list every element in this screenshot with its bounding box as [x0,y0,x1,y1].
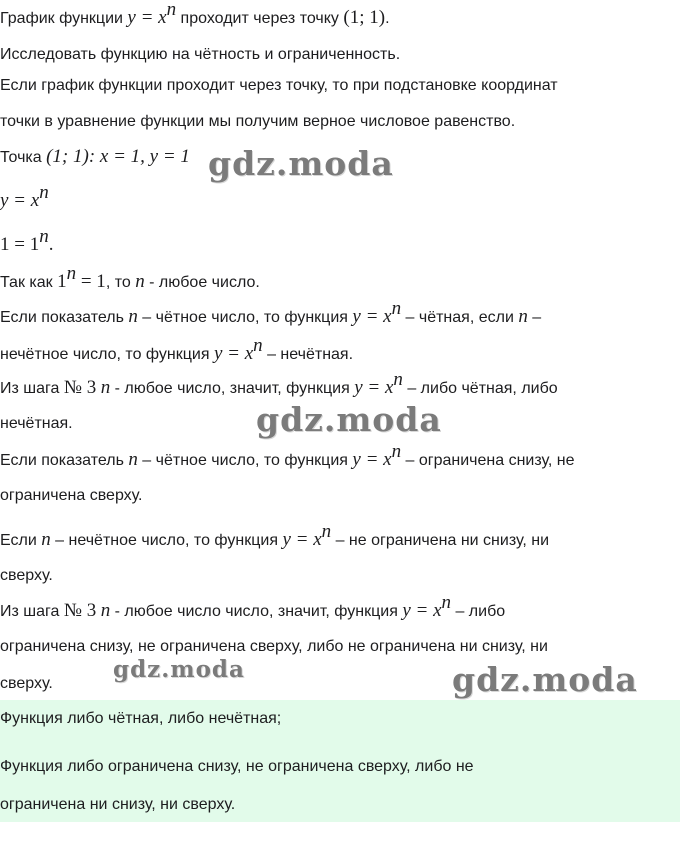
math-exponent: n [391,297,402,319]
text-line [0,334,354,366]
text-fragment: нечётное число, то функция [0,346,214,363]
text-line [0,297,542,329]
answer-line: Функция либо чётная, либо нечётная; [0,710,282,727]
math-exponent: n [321,520,332,542]
text-line: сверху. [0,567,53,584]
text-fragment: – ограничена снизу, не [401,452,575,469]
math-formula: y = x [213,343,254,364]
math-formula: y = x [282,529,322,550]
text-fragment: Из шага [0,603,64,620]
text-fragment: – нечётное число, то функция [50,532,283,549]
math-variable: n [100,600,111,621]
text-fragment: – [527,309,542,326]
text-line [0,181,49,213]
text-line: ограничена сверху. [0,487,143,504]
text-line [0,520,550,552]
math-formula: = 1 [76,271,106,292]
text-line [0,225,54,257]
text-fragment: Если [0,532,42,549]
text-fragment: – чётная, если [401,309,519,326]
math-formula: y = x [352,449,392,470]
math-exponent: n [253,334,263,356]
math-formula: 1 = 1 [0,234,40,255]
math-exponent: n [39,181,49,203]
math-formula: y = x [352,306,392,327]
watermark-logo: gdz.moda [208,144,394,183]
math-formula: y = x [354,377,394,398]
text-line: ограничена снизу, не ограничена сверху, либо не ограничена ни снизу, ни [0,638,548,655]
text-fragment: – не ограничена ни снизу, ни [331,532,550,549]
answer-line: Функция либо ограничена снизу, не ограничена сверху, либо не [0,758,474,775]
text-line: нечётная. [0,415,73,432]
math-formula: y = x [0,190,40,211]
text-fragment: – нечётная. [262,346,354,363]
math-variable: n [128,449,138,470]
text-fragment: проходит через точку [176,10,344,27]
watermark-logo: gdz.moda [452,660,638,699]
math-exponent: n [391,440,402,462]
text-fragment: График функции [0,10,128,27]
text-line: сверху. [0,675,53,692]
math-formula: (1; 1): x = 1, y = 1 [46,146,190,167]
text-fragment: - любое число. [144,274,260,291]
math-exponent: n [39,225,49,247]
text-fragment: - любое число, значит, функция [110,380,355,397]
step-number: № 3 [63,600,97,621]
text-fragment: – чётное число, то функция [137,452,353,469]
watermark-logo: gdz.moda [256,400,442,439]
text-line [0,146,190,169]
text-line [0,368,558,400]
text-line [0,591,506,623]
watermark-logo: gdz.moda [113,656,245,683]
text-fragment: Если показатель [0,309,129,326]
text-fragment: Если показатель [0,452,129,469]
math-formula: y = x [127,7,167,28]
text-line [0,262,260,294]
text-line [0,0,390,30]
math-formula: . [48,234,54,255]
text-fragment: Так как [0,274,58,291]
math-exponent: n [393,368,403,390]
answer-block [0,700,680,822]
text-line [0,440,575,472]
text-fragment: Из шага [0,380,64,397]
text-fragment: Точка [0,149,47,166]
math-exponent: n [441,591,452,613]
math-point: (1; 1) [343,7,386,28]
text-fragment: , то [105,274,136,291]
text-fragment: - любое число число, значит, функция [110,603,403,620]
step-number: № 3 [63,377,97,398]
math-variable: n [41,529,51,550]
text-line: Исследовать функцию на чётность и ограниченность. [0,46,401,63]
math-formula: y = x [402,600,442,621]
math-variable: n [100,377,111,398]
math-variable: n [518,306,528,327]
math-exponent: n [66,262,77,284]
text-fragment: . [385,10,390,27]
text-fragment: – либо чётная, либо [402,380,558,397]
text-fragment: – либо [451,603,506,620]
math-exponent: n [166,0,177,20]
text-line: Если график функции проходит через точку, то при подстановке координат [0,77,558,94]
math-variable: n [128,306,138,327]
text-line: точки в уравнение функции мы получим верное числовое равенство. [0,113,516,130]
math-formula: 1 [57,271,67,292]
text-fragment: – чётное число, то функция [137,309,353,326]
math-variable: n [135,271,145,292]
answer-line: ограничена ни снизу, ни сверху. [0,796,236,813]
